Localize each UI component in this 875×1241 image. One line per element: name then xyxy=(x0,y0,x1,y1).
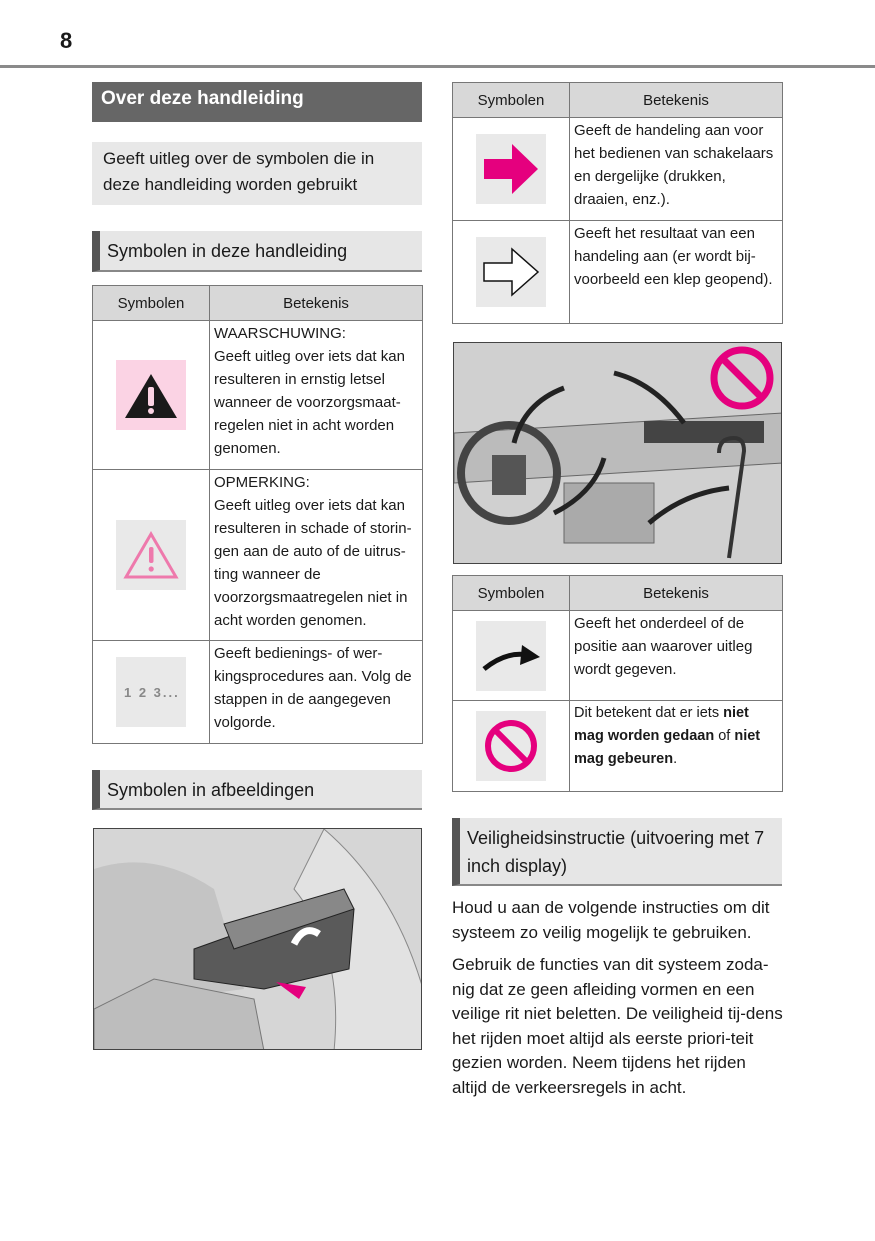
paragraph: Gebruik de functies van dit systeem zoda-nig dat ze geen afleiding vormen en een veilige rit niet beletten. De veiligheid tij-dens het rijden moet altijd als eerste priori-teit gezien worden. Neem tijdens het rijden altijd de verkeersregels in acht. xyxy=(452,955,783,1097)
page-number: 8 xyxy=(60,28,73,53)
column-header: Betekenis xyxy=(570,576,783,611)
table-row xyxy=(453,611,783,701)
caution-triangle-icon xyxy=(116,520,186,590)
warning-triangle-icon xyxy=(116,360,186,430)
column-header: Betekenis xyxy=(570,83,783,118)
table-row xyxy=(93,470,423,641)
steps-icon: 1 2 3... xyxy=(116,657,186,727)
column-header: Symbolen xyxy=(453,576,570,611)
armrest-console-illustration xyxy=(93,828,422,1050)
chapter-subtitle: Geeft uitleg over de symbolen die in deze handleiding worden gebruikt xyxy=(92,142,422,205)
steps-description: Geeft bedienings- of wer-kingsprocedures aan. Volg de stappen in de aangegeven volgorde. xyxy=(210,641,423,744)
symbols-table xyxy=(92,285,423,744)
paragraph: Houd u aan de volgende instructies om dit systeem zo veilig mogelijk te gebruiken. xyxy=(452,898,770,942)
table-row xyxy=(453,118,783,221)
section-heading-safety: Veiligheidsinstructie (uitvoering met 7 inch display) xyxy=(452,818,782,886)
pointer-description: Geeft het onderdeel of de positie aan waarover uitleg wordt gegeven. xyxy=(570,611,783,701)
column-header: Symbolen xyxy=(93,286,210,321)
table-row xyxy=(93,321,423,470)
caution-label: OPMERKING: xyxy=(214,474,310,491)
caution-description: Geeft uitleg over iets dat kan resulteren in schade of storin-gen aan de auto of de uitrus-ting wanneer de voorzorgsmaatregelen niet in acht worden genomen. xyxy=(214,497,412,629)
operation-description: Geeft de handeling aan voor het bedienen van schakelaars en dergelijke (drukken, draaien, enz.). xyxy=(570,118,783,221)
table-row xyxy=(453,701,783,792)
chapter-title: Over deze handleiding xyxy=(92,82,422,122)
column-header: Symbolen xyxy=(453,83,570,118)
column-header: Betekenis xyxy=(210,286,423,321)
prohibited-description: Dit betekent dat er iets niet mag worden gedaan of niet mag gebeuren. xyxy=(570,701,783,792)
warning-label: WAARSCHUWING: xyxy=(214,325,346,342)
section-heading-illustrations: Symbolen in afbeeldingen xyxy=(92,770,422,810)
table-row xyxy=(453,221,783,324)
result-description: Geeft het resultaat van een handeling aan (er wordt bij-voorbeeld een klep geopend). xyxy=(570,221,783,324)
section-heading-symbols: Symbolen in deze handleiding xyxy=(92,231,422,272)
illustration-symbols-table xyxy=(452,575,783,792)
warning-description: Geeft uitleg over iets dat kan resulteren in ernstig letsel wanneer de voorzorgsmaat-regelen niet in acht worden genomen. xyxy=(214,348,405,457)
table-row xyxy=(93,641,423,744)
operation-symbols-table xyxy=(452,82,783,324)
header-divider xyxy=(0,65,875,68)
dashboard-illustration xyxy=(453,342,782,564)
safety-text xyxy=(452,896,784,1108)
curved-arrow-icon xyxy=(476,621,546,691)
outline-arrow-icon xyxy=(476,237,546,307)
pink-arrow-icon xyxy=(476,134,546,204)
prohibited-icon xyxy=(476,711,546,781)
